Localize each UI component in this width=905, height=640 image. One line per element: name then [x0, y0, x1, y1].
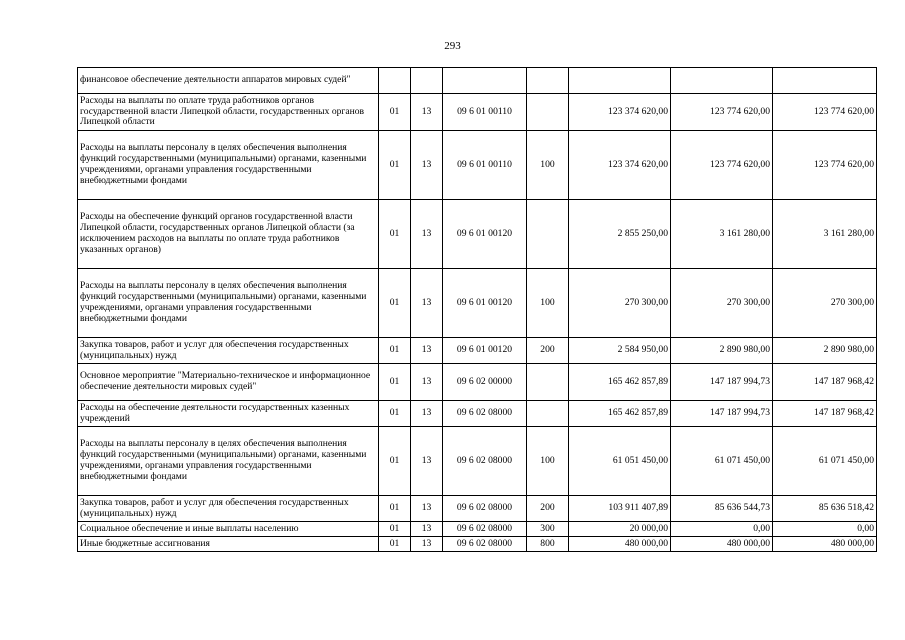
cell-name: Расходы на обеспечение деятельности государственных казенных учреждений	[78, 401, 379, 427]
cell-amount-year-1: 61 051 450,00	[569, 427, 671, 496]
cell-expense-type	[527, 200, 569, 269]
cell-ministry-code	[379, 68, 411, 94]
cell-target-article: 09 6 01 00110	[443, 131, 527, 200]
cell-ministry-code: 01	[379, 537, 411, 552]
cell-amount-year-1: 123 374 620,00	[569, 131, 671, 200]
cell-section-code: 13	[411, 364, 443, 401]
cell-ministry-code: 01	[379, 427, 411, 496]
cell-amount-year-3: 61 071 450,00	[773, 427, 877, 496]
cell-amount-year-3: 147 187 968,42	[773, 401, 877, 427]
cell-ministry-code: 01	[379, 496, 411, 522]
cell-expense-type: 200	[527, 338, 569, 364]
cell-name: Социальное обеспечение и иные выплаты населению	[78, 522, 379, 537]
cell-target-article: 09 6 01 00120	[443, 338, 527, 364]
table-row	[78, 364, 877, 401]
cell-amount-year-2: 2 890 980,00	[671, 338, 773, 364]
cell-target-article: 09 6 02 08000	[443, 427, 527, 496]
table-row	[78, 200, 877, 269]
cell-ministry-code: 01	[379, 269, 411, 338]
cell-amount-year-3: 123 774 620,00	[773, 94, 877, 131]
cell-amount-year-2: 123 774 620,00	[671, 94, 773, 131]
cell-target-article: 09 6 01 00110	[443, 94, 527, 131]
cell-amount-year-2: 123 774 620,00	[671, 131, 773, 200]
cell-section-code: 13	[411, 200, 443, 269]
cell-expense-type: 100	[527, 269, 569, 338]
cell-section-code: 13	[411, 537, 443, 552]
cell-target-article: 09 6 02 08000	[443, 401, 527, 427]
cell-name: Иные бюджетные ассигнования	[78, 537, 379, 552]
cell-section-code: 13	[411, 401, 443, 427]
cell-amount-year-3: 147 187 968,42	[773, 364, 877, 401]
cell-expense-type: 300	[527, 522, 569, 537]
cell-amount-year-1	[569, 68, 671, 94]
cell-expense-type	[527, 401, 569, 427]
cell-amount-year-2: 3 161 280,00	[671, 200, 773, 269]
cell-amount-year-2: 61 071 450,00	[671, 427, 773, 496]
table-row	[78, 338, 877, 364]
cell-amount-year-2: 270 300,00	[671, 269, 773, 338]
page-number: 293	[444, 40, 461, 52]
cell-ministry-code: 01	[379, 131, 411, 200]
cell-target-article: 09 6 02 08000	[443, 496, 527, 522]
cell-target-article: 09 6 01 00120	[443, 269, 527, 338]
table-row	[78, 401, 877, 427]
cell-amount-year-3: 3 161 280,00	[773, 200, 877, 269]
cell-amount-year-3: 480 000,00	[773, 537, 877, 552]
cell-section-code: 13	[411, 522, 443, 537]
cell-target-article: 09 6 02 08000	[443, 537, 527, 552]
table-row	[78, 522, 877, 537]
cell-target-article: 09 6 01 00120	[443, 200, 527, 269]
cell-amount-year-1: 165 462 857,89	[569, 401, 671, 427]
cell-name: Расходы на выплаты персоналу в целях обеспечения выполнения функций государственными (муниципальными) органами, казенными учреждениями, органами управления государственными внебюджетными фондами	[78, 427, 379, 496]
table-row	[78, 131, 877, 200]
cell-expense-type	[527, 364, 569, 401]
cell-section-code: 13	[411, 131, 443, 200]
cell-amount-year-1: 103 911 407,89	[569, 496, 671, 522]
cell-amount-year-2: 480 000,00	[671, 537, 773, 552]
cell-expense-type: 200	[527, 496, 569, 522]
cell-expense-type	[527, 68, 569, 94]
cell-amount-year-3	[773, 68, 877, 94]
cell-ministry-code: 01	[379, 94, 411, 131]
cell-expense-type	[527, 94, 569, 131]
cell-section-code: 13	[411, 269, 443, 338]
cell-amount-year-3: 85 636 518,42	[773, 496, 877, 522]
cell-name: Расходы на выплаты по оплате труда работников органов государственной власти Липецкой области, государственных органов Липецкой области	[78, 94, 379, 131]
cell-section-code: 13	[411, 496, 443, 522]
cell-amount-year-1: 270 300,00	[569, 269, 671, 338]
cell-amount-year-2: 147 187 994,73	[671, 364, 773, 401]
table-row	[78, 496, 877, 522]
cell-amount-year-1: 2 855 250,00	[569, 200, 671, 269]
table-row	[78, 427, 877, 496]
cell-name: Закупка товаров, работ и услуг для обеспечения государственных (муниципальных) нужд	[78, 338, 379, 364]
cell-target-article: 09 6 02 00000	[443, 364, 527, 401]
cell-amount-year-1: 20 000,00	[569, 522, 671, 537]
cell-amount-year-3: 270 300,00	[773, 269, 877, 338]
cell-amount-year-2	[671, 68, 773, 94]
cell-ministry-code: 01	[379, 338, 411, 364]
cell-amount-year-1: 2 584 950,00	[569, 338, 671, 364]
cell-target-article: 09 6 02 08000	[443, 522, 527, 537]
cell-expense-type: 100	[527, 131, 569, 200]
cell-name: Закупка товаров, работ и услуг для обеспечения государственных (муниципальных) нужд	[78, 496, 379, 522]
cell-amount-year-3: 2 890 980,00	[773, 338, 877, 364]
cell-target-article	[443, 68, 527, 94]
table-row	[78, 68, 877, 94]
cell-name: Расходы на выплаты персоналу в целях обеспечения выполнения функций государственными (муниципальными) органами, казенными учреждениями, органами управления государственными внебюджетными фондами	[78, 131, 379, 200]
cell-amount-year-2: 0,00	[671, 522, 773, 537]
cell-name: Расходы на обеспечение функций органов государственной власти Липецкой области, государственных органов Липецкой области (за исключением расходов на выплаты по оплате труда работников указанных органов)	[78, 200, 379, 269]
table-row	[78, 537, 877, 552]
cell-amount-year-3: 123 774 620,00	[773, 131, 877, 200]
table-row	[78, 94, 877, 131]
cell-name: финансовое обеспечение деятельности аппаратов мировых судей"	[78, 68, 379, 94]
cell-section-code: 13	[411, 94, 443, 131]
budget-table-body	[78, 68, 877, 552]
cell-section-code: 13	[411, 427, 443, 496]
cell-ministry-code: 01	[379, 522, 411, 537]
cell-amount-year-2: 85 636 544,73	[671, 496, 773, 522]
cell-expense-type: 100	[527, 427, 569, 496]
cell-section-code: 13	[411, 338, 443, 364]
cell-name: Расходы на выплаты персоналу в целях обеспечения выполнения функций государственными (муниципальными) органами, казенными учреждениями, органами управления государственными внебюджетными фондами	[78, 269, 379, 338]
cell-ministry-code: 01	[379, 364, 411, 401]
cell-expense-type: 800	[527, 537, 569, 552]
cell-amount-year-1: 123 374 620,00	[569, 94, 671, 131]
cell-name: Основное мероприятие "Материально-техническое и информационное обеспечение деятельности мировых судей"	[78, 364, 379, 401]
cell-section-code	[411, 68, 443, 94]
cell-amount-year-1: 480 000,00	[569, 537, 671, 552]
cell-amount-year-2: 147 187 994,73	[671, 401, 773, 427]
cell-amount-year-1: 165 462 857,89	[569, 364, 671, 401]
budget-table	[77, 67, 877, 552]
cell-ministry-code: 01	[379, 401, 411, 427]
table-row	[78, 269, 877, 338]
cell-ministry-code: 01	[379, 200, 411, 269]
cell-amount-year-3: 0,00	[773, 522, 877, 537]
